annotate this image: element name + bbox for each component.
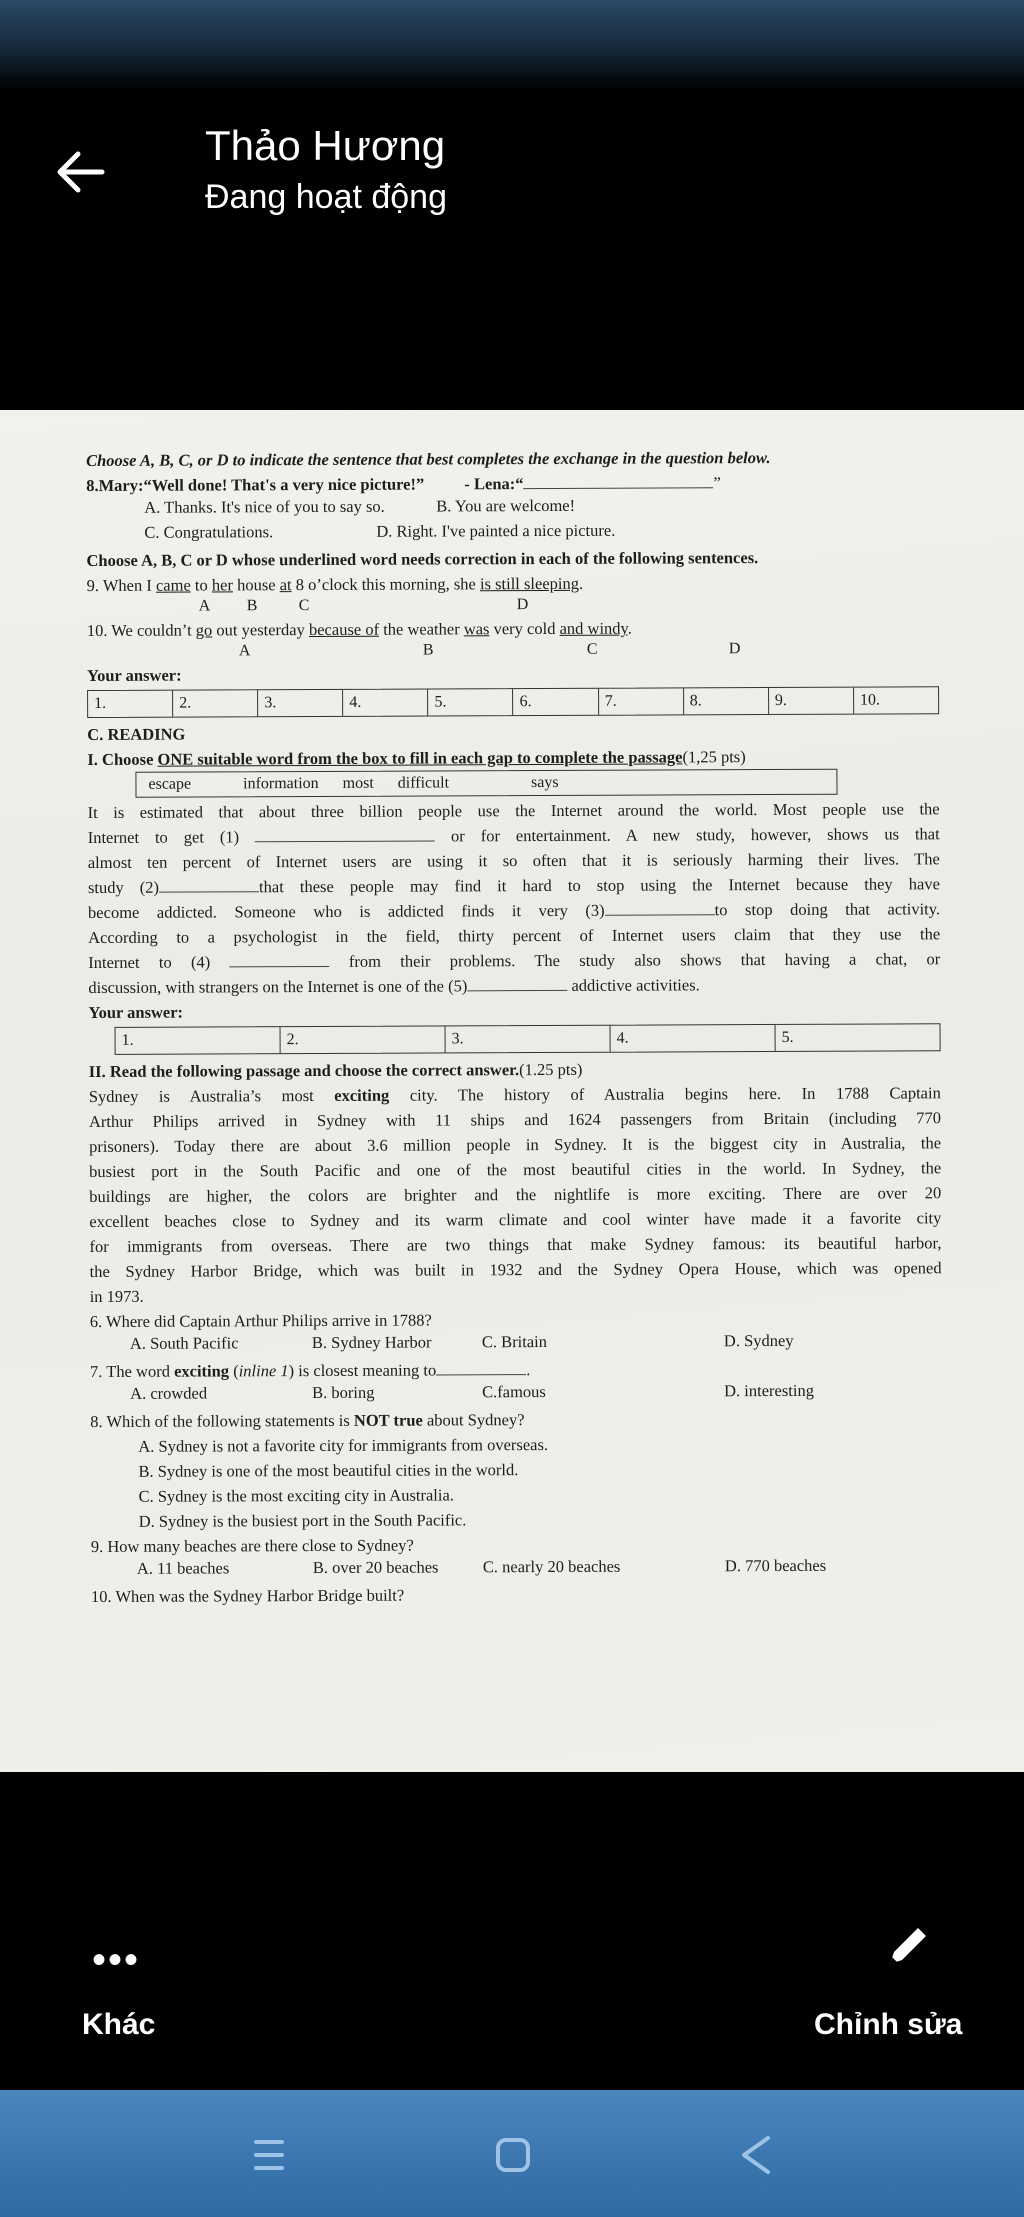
home-button[interactable]: [478, 2120, 548, 2190]
passage-line: in 1973.: [89, 1286, 144, 1306]
passage-line: Sydney is Australia’s most exciting city. The history of Australia begins here. In 1788 Captain: [88, 1083, 941, 1106]
question-8: 8.Mary:“Well done! That's a very nice picture!” - Lena:“ ”: [86, 473, 721, 495]
section-instruction: Choose A, B, C, or D to indicate the sentence that best completes the exchange in the question below.: [86, 448, 771, 470]
system-navigation-bar: [0, 2090, 1024, 2217]
passage-line: buildings are higher, the colors are brighter and the nightlife is more exciting. There are over 20: [89, 1183, 942, 1206]
question-10: 10. We couldn’t go out yesterday because of the weather was very cold and windy.: [86, 618, 632, 640]
passage-line: excellent beaches close to Sydney and its warm climate and cool winter have made it a favorite city: [89, 1208, 942, 1231]
back-arrow-icon: [48, 140, 112, 204]
word-box-item: difficult: [397, 774, 450, 792]
passage-line: discussion, with strangers on the Internet is one of the (5) addictive activities.: [88, 975, 700, 997]
contact-status: Đang hoạt động: [205, 178, 447, 216]
question-9: 9. When I came to her house at 8 o’clock this morning, she is still sleeping.: [86, 573, 584, 595]
answer-cell: 6.: [513, 689, 598, 715]
reading-question-8-option: A. Sydney is not a favorite city for immigrants from overseas.: [138, 1434, 549, 1456]
edit-label: Chỉnh sửa: [814, 2008, 963, 2041]
question-8-options-1: A. Thanks. It's nice of you to say so. B. You are welcome!: [144, 495, 576, 517]
reading-question-7-options: A. crowded B. boring C.famous D. interesting: [130, 1380, 814, 1403]
answer-cell: 2.: [172, 690, 257, 716]
question-9-letters: A B C D: [198, 596, 529, 615]
answer-cell: 10.: [853, 687, 938, 713]
reading-question-9: 9. How many beaches are there close to Sydney?: [90, 1535, 414, 1556]
reading-question-8: 8. Which of the following statements is NOT true about Sydney?: [90, 1410, 525, 1431]
more-button[interactable]: [60, 1920, 240, 2060]
answer-cell: 7.: [598, 688, 683, 714]
pencil-icon: [878, 1916, 938, 1976]
answer-cell: 8.: [683, 688, 768, 714]
your-answer-label: Your answer:: [86, 665, 182, 685]
question-10-letters: A B C D: [238, 640, 741, 660]
reading-part-1-title: I. Choose ONE suitable word from the box to fill in each gap to complete the passage(1,25 pts): [87, 747, 746, 769]
reading-question-7: 7. The word exciting (inline 1) is closest meaning to .: [89, 1360, 531, 1381]
passage-line: almost ten percent of Internet users are using it so often that it is seriously harming their lives. The: [87, 849, 940, 872]
reading-part-2-title: II. Read the following passage and choose the correct answer.(1.25 pts): [88, 1059, 583, 1081]
reading-question-10: 10. When was the Sydney Harbor Bridge built?: [90, 1585, 405, 1606]
answer-cell: 5.: [427, 689, 512, 715]
answer-cell: 2.: [280, 1026, 445, 1053]
back-triangle-icon: [722, 2120, 792, 2190]
question-8-options-2: C. Congratulations. D. Right. I've painted a nice picture.: [144, 520, 616, 542]
answer-cell: 4.: [610, 1025, 775, 1052]
passage-line: According to a psychologist in the field, thirty percent of Internet users claim that they use the: [88, 924, 941, 947]
more-dots-icon: •••: [92, 1938, 141, 1982]
reading-question-8-option: C. Sydney is the most exciting city in Australia.: [138, 1485, 454, 1506]
answer-table-5: [115, 1023, 941, 1055]
word-box-item: says: [530, 773, 559, 792]
edit-button[interactable]: [790, 1900, 990, 2060]
more-label: Khác: [82, 2008, 156, 2041]
answer-cell: 9.: [768, 688, 853, 714]
recent-apps-icon: [234, 2120, 304, 2190]
reading-question-6-options: A. South Pacific B. Sydney Harbor C. Britain D. Sydney: [129, 1330, 794, 1353]
reading-question-8-option: D. Sydney is the busiest port in the South Pacific.: [138, 1510, 467, 1531]
answer-cell: 1.: [94, 694, 107, 712]
answer-cell: 3.: [445, 1026, 610, 1053]
reading-question-6: 6. Where did Captain Arthur Philips arrive in 1788?: [89, 1310, 432, 1331]
answer-table-10: [87, 686, 939, 718]
back-button[interactable]: [48, 140, 112, 204]
your-answer-label: Your answer:: [88, 1002, 184, 1022]
answer-cell: 3.: [257, 690, 342, 716]
photo-viewer-image: [0, 410, 1024, 1772]
passage-line: Internet to (4) from their problems. The study also shows that having a chat, or: [88, 949, 941, 972]
reading-question-9-options: A. 11 beaches B. over 20 beaches C. nearly 20 beaches D. 770 beaches: [136, 1555, 827, 1578]
answer-blank: [523, 473, 713, 489]
error-instruction: Choose A, B, C or D whose underlined word needs correction in each of the following sentences.: [86, 548, 759, 570]
worksheet-document: [86, 444, 943, 1609]
answer-cell: 1.: [121, 1031, 134, 1049]
passage-line: the Sydney Harbor Bridge, which was built in 1932 and the Sydney Opera House, which was opened: [89, 1258, 942, 1281]
chat-header: [0, 90, 1024, 410]
answer-cell: 4.: [342, 690, 427, 716]
word-box-item: information: [243, 774, 319, 793]
passage-line: become addicted. Someone who is addicted finds it very (3) to stop doing that activity.: [87, 899, 941, 922]
status-bar-background: [0, 0, 1024, 90]
passage-line: Internet to get (1) or for entertainment. A new study, however, shows us that: [87, 824, 940, 847]
word-box-item: most: [342, 774, 374, 792]
home-icon: [478, 2120, 548, 2190]
passage-line: Arthur Philips arrived in Sydney with 11 ships and 1624 passengers from Britain (including 770: [88, 1108, 941, 1131]
contact-name: Thảo Hương: [205, 122, 446, 169]
word-box-item: escape: [148, 775, 192, 793]
answer-cell: 5.: [775, 1024, 940, 1051]
passage-line: prisoners). Today there are about 3.6 million people in Sydney. It is the biggest city in Australia, the: [89, 1133, 942, 1156]
reading-heading: C. READING: [87, 724, 186, 744]
passage-line: study (2) that these people may find it hard to stop using the Internet because they have: [87, 874, 940, 897]
word-box: [135, 769, 837, 798]
recent-apps-button[interactable]: [234, 2120, 304, 2190]
reading-question-8-option: B. Sydney is one of the most beautiful cities in the world.: [138, 1460, 519, 1481]
passage-line: busiest port in the South Pacific and one of the most beautiful cities in the world. In Sydney, the: [89, 1158, 942, 1181]
passage-line: It is estimated that about three billion people use the Internet around the world. Most people use the: [87, 799, 940, 822]
passage-line: for immigrants from overseas. There are two things that make Sydney famous: its beautiful harbor,: [89, 1233, 942, 1256]
back-nav-button[interactable]: [722, 2120, 792, 2190]
